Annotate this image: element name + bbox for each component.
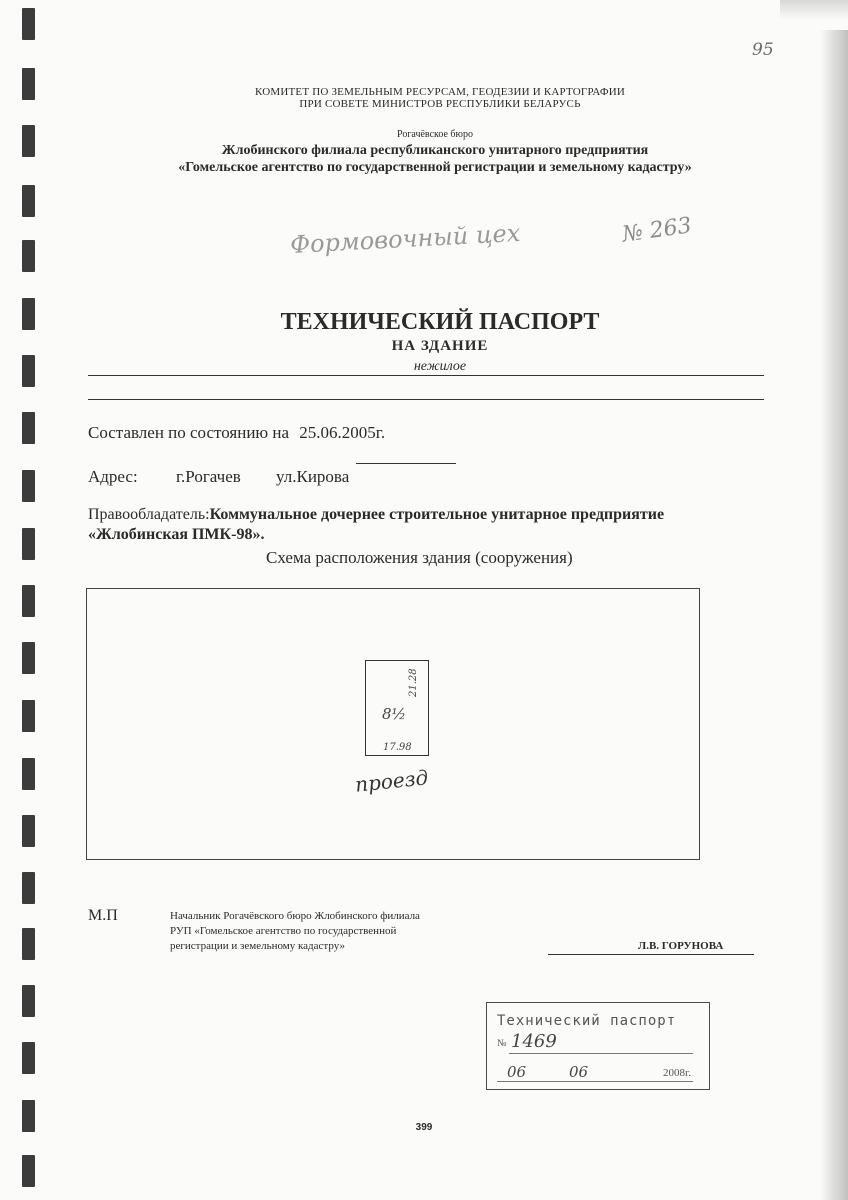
handwritten-number-note: № 263 bbox=[620, 213, 694, 248]
building-side-dim: 21.28 bbox=[408, 668, 419, 697]
passport-title: ТЕХНИЧЕСКИЙ ПАСПОРТ bbox=[280, 309, 600, 335]
address-city: г.Рогачев bbox=[176, 467, 241, 486]
stamp-date-line bbox=[497, 1081, 693, 1082]
page-corner-shadow bbox=[780, 0, 848, 20]
bureau-header bbox=[90, 129, 780, 176]
binding-holes bbox=[0, 0, 60, 1200]
signer-position bbox=[170, 909, 420, 954]
address-label: Адрес: bbox=[88, 467, 138, 486]
compiled-date: 25.06.2005г. bbox=[299, 423, 386, 442]
building-type: нежилое bbox=[413, 359, 467, 374]
stamp-year bbox=[663, 1067, 691, 1079]
page-number-corner: 95 bbox=[752, 40, 774, 60]
stamp-number-prefix: № bbox=[497, 1038, 507, 1049]
page-edge-shadow bbox=[820, 30, 848, 1200]
handwritten-workshop-note: Формовочный цех bbox=[289, 218, 521, 260]
stamp-year-value: 2008 bbox=[663, 1067, 685, 1079]
address-line bbox=[356, 463, 456, 464]
bureau-name: Рогачёвское бюро bbox=[397, 129, 473, 140]
owner-label: Правообладатель: bbox=[88, 506, 210, 523]
compiled-label: Составлен по состоянию на bbox=[88, 423, 290, 442]
building-bottom-dim: 17.98 bbox=[383, 742, 412, 753]
compiled-row bbox=[88, 423, 385, 443]
signer-position-line-2: РУП «Гомельское агентство по государственной bbox=[170, 925, 397, 937]
passport-subtitle: НА ЗДАНИЕ bbox=[391, 338, 489, 354]
stamp-year-suffix: г. bbox=[685, 1067, 692, 1079]
scheme-frame bbox=[86, 588, 700, 860]
owner-block bbox=[88, 505, 778, 545]
committee-header bbox=[140, 86, 740, 110]
title-underline-2 bbox=[88, 399, 764, 400]
stamp-number: 1469 bbox=[511, 1031, 557, 1052]
title-underline-1 bbox=[88, 375, 764, 376]
signature-line bbox=[548, 954, 754, 955]
footer-page-number: 399 bbox=[415, 1122, 433, 1133]
signer-position-line-3: регистрации и земельному кадастру» bbox=[170, 940, 345, 952]
stamp-number-line bbox=[509, 1053, 693, 1054]
stamp-month: 06 bbox=[569, 1063, 589, 1081]
address-street: ул.Кирова bbox=[276, 467, 350, 486]
mp-label: М.П bbox=[88, 907, 118, 924]
bureau-line-1: Жлобинского филиала республиканского унитарного предприятия bbox=[221, 143, 649, 158]
owner-line-1: Коммунальное дочернее строительное унитарное предприятие bbox=[209, 506, 665, 523]
road-label: проезд bbox=[353, 765, 430, 797]
bureau-line-2: «Гомельское агентство по государственной регистрации и земельному кадастру» bbox=[178, 160, 692, 175]
building-label: 8½ bbox=[382, 705, 407, 723]
committee-line-2: ПРИ СОВЕТЕ МИНИСТРОВ РЕСПУБЛИКИ БЕЛАРУСЬ bbox=[299, 98, 581, 110]
stamp-title: Технический паспорт bbox=[497, 1013, 677, 1029]
signer-name: Л.В. ГОРУНОВА bbox=[638, 940, 724, 952]
stamp-day: 06 bbox=[507, 1063, 527, 1081]
registration-stamp bbox=[486, 1002, 710, 1090]
owner-line-2: «Жлобинская ПМК-98». bbox=[88, 526, 265, 543]
scheme-title: Схема расположения здания (сооружения) bbox=[266, 548, 573, 567]
signer-position-line-1: Начальник Рогачёвского бюро Жлобинского филиала bbox=[170, 910, 420, 922]
committee-line-1: КОМИТЕТ ПО ЗЕМЕЛЬНЫМ РЕСУРСАМ, ГЕОДЕЗИИ И КАРТОГРАФИИ bbox=[254, 86, 625, 98]
